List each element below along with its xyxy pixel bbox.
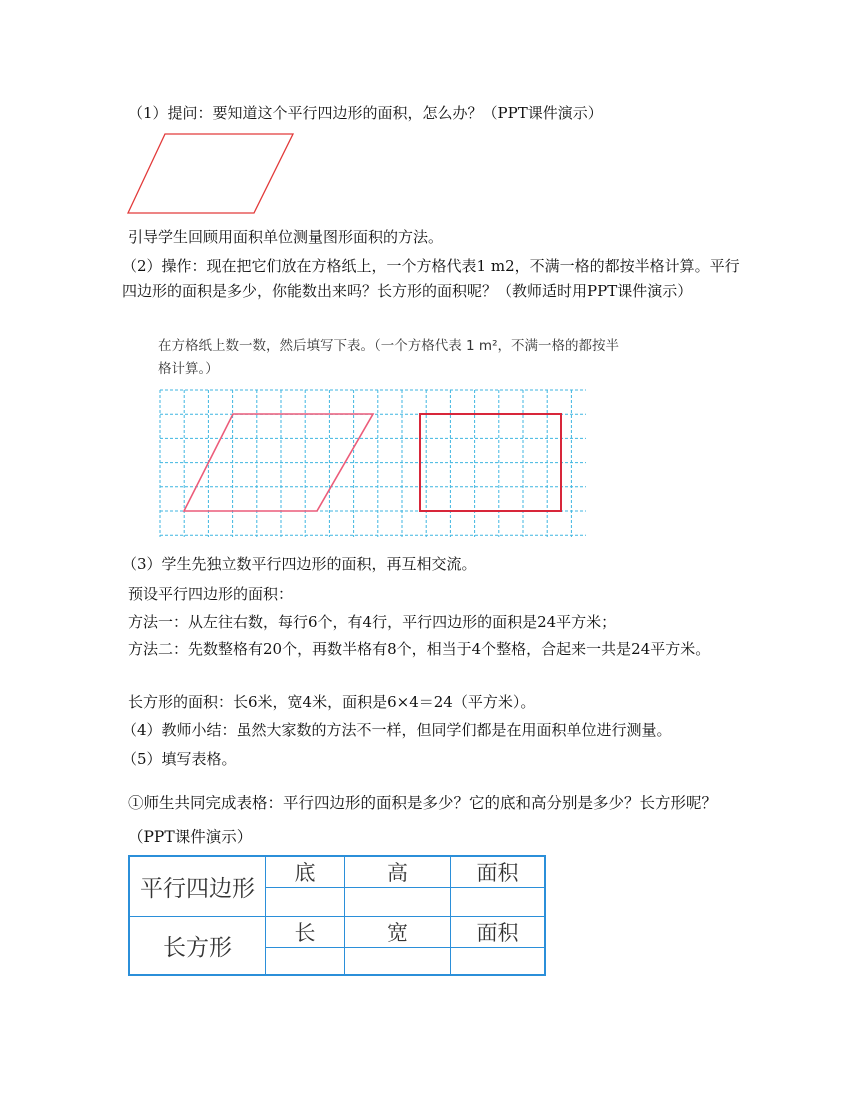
method2-paragraph: 方法二：先数整格有20个，再数半格有8个，相当于4个整格，合起来一共是24平方米。	[128, 640, 711, 658]
operation-paragraph: （2）操作：现在把它们放在方格纸上，一个方格代表1 m2，不满一格的都按半格计算。平行四边形的面积是多少，你能数出来吗？长方形的面积呢？（教师适时用PPT课件演示）	[122, 257, 740, 300]
grid-lines	[160, 390, 586, 537]
cell-length[interactable]	[266, 948, 345, 975]
figure-caption: 在方格纸上数一数，然后填写下表。（一个方格代表 1 m²，不满一格的都按半格计算。）	[158, 338, 619, 377]
method1-paragraph: 方法一：从左往右数，每行6个，有4行，平行四边形的面积是24平方米；	[128, 613, 617, 631]
header-height: 高	[345, 856, 451, 888]
parallelogram-shape	[128, 134, 293, 213]
cell-area-2[interactable]	[451, 948, 546, 975]
rectangle-area-paragraph: 长方形的面积：长6米，宽4米，面积是6×4＝24（平方米）。	[128, 693, 536, 711]
row1-label: 平行四边形	[129, 856, 266, 917]
cell-width[interactable]	[345, 948, 451, 975]
header-width: 宽	[345, 917, 451, 948]
table-task-paragraph: ①师生共同完成表格：平行四边形的面积是多少？它的底和高分别是多少？长方形呢？（PPT课件演示）	[128, 794, 718, 846]
parallelogram-figure	[126, 132, 296, 216]
header-length: 长	[266, 917, 345, 948]
grid-figure	[156, 389, 588, 539]
step5-paragraph: （5）填写表格。	[122, 750, 237, 768]
step3-paragraph: （3）学生先独立数平行四边形的面积，再互相交流。	[122, 555, 477, 573]
row2-label: 长方形	[129, 917, 266, 975]
question-paragraph: （1）提问：要知道这个平行四边形的面积，怎么办？（PPT课件演示）	[128, 104, 603, 122]
guide-paragraph: 引导学生回顾用面积单位测量图形面积的方法。	[128, 228, 444, 246]
summary-paragraph: （4）教师小结：虽然大家数的方法不一样，但同学们都是在用面积单位进行测量。	[122, 721, 672, 739]
header-base: 底	[266, 856, 345, 888]
cell-height[interactable]	[345, 888, 451, 917]
cell-area[interactable]	[451, 888, 546, 917]
preset-paragraph: 预设平行四边形的面积：	[128, 585, 294, 603]
header-area-2: 面积	[451, 917, 546, 948]
area-table	[128, 855, 546, 976]
header-area: 面积	[451, 856, 546, 888]
cell-base[interactable]	[266, 888, 345, 917]
